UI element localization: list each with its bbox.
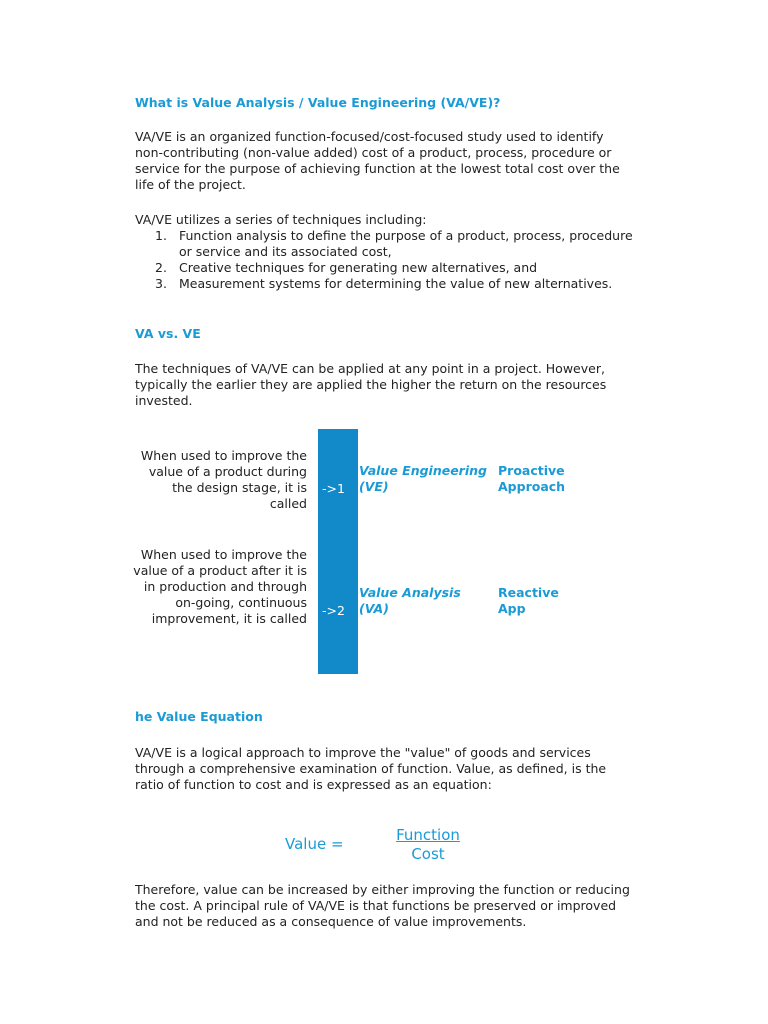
approach-reactive: Reactive App <box>498 585 559 616</box>
definition-text: VA/VE is an organized function-focused/cost-focused study used to identify non-contributing (non-value added) cost of a product, process, procedure or service for the purpose of achieving function at the lowest total cost over the life of the project. <box>135 129 620 192</box>
list-item <box>155 276 635 292</box>
blue-bar <box>318 429 358 674</box>
equation-fraction <box>388 826 468 864</box>
term-value-analysis: Value Analysis (VA) <box>359 585 461 616</box>
heading-va-vs-ve: VA vs. VE <box>135 326 201 341</box>
stage-text-production: When used to improve the value of a product after it is in production and through on-going, continuous improvement, it is called <box>133 547 307 626</box>
paragraph-conclusion <box>135 882 635 930</box>
list-number: 2. <box>155 260 167 275</box>
list-number: 1. <box>155 228 167 243</box>
paragraph-definition <box>135 129 635 193</box>
equation-label: Value = <box>285 835 344 853</box>
arrow-label-1: ->1 <box>322 481 345 496</box>
list-item <box>155 260 635 276</box>
techniques-intro: VA/VE utilizes a series of techniques including: <box>135 212 427 227</box>
list-item-text: Measurement systems for determining the value of new alternatives. <box>179 276 613 291</box>
paragraph-techniques <box>135 212 635 292</box>
term-value-engineering: Value Engineering (VE) <box>359 463 487 494</box>
arrow-label-2: ->2 <box>322 603 345 618</box>
list-item-text: Function analysis to define the purpose of a product, process, procedure or service and its associated cost, <box>179 228 633 259</box>
paragraph-value-equation <box>135 745 635 793</box>
va-vs-ve-text: The techniques of VA/VE can be applied at any point in a project. However, typically the earlier they are applied the higher the return on the resources invested. <box>135 361 607 408</box>
approach-proactive: Proactive Approach <box>498 463 566 494</box>
equation-denominator: Cost <box>411 845 445 863</box>
conclusion-text: Therefore, value can be increased by either improving the function or reducing the cost. A principal rule of VA/VE is that functions be preserved or improved and not be reduced as a consequence of value improvements. <box>135 882 630 929</box>
list-item <box>155 228 635 260</box>
heading-value-equation: he Value Equation <box>135 709 263 724</box>
paragraph-va-vs-ve <box>135 361 615 409</box>
value-equation-text: VA/VE is a logical approach to improve the "value" of goods and services through a comprehensive examination of function. Value, as defined, is the ratio of function to cost and is expressed as an equation: <box>135 745 607 792</box>
equation-numerator: Function <box>396 826 460 844</box>
techniques-list <box>155 228 635 292</box>
list-item-text: Creative techniques for generating new alternatives, and <box>179 260 538 275</box>
list-number: 3. <box>155 276 167 291</box>
stage-text-design: When used to improve the value of a product during the design stage, it is called <box>140 448 307 511</box>
heading-what-is-vave: What is Value Analysis / Value Engineering (VA/VE)? <box>135 95 501 110</box>
